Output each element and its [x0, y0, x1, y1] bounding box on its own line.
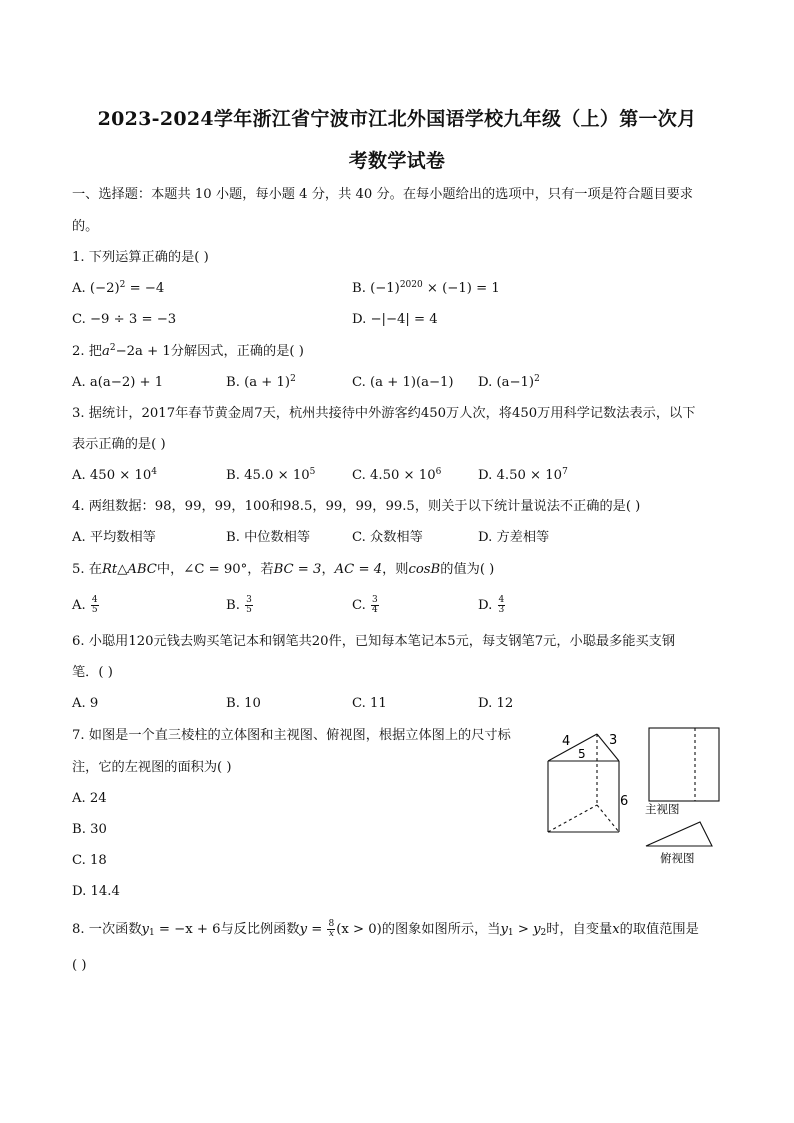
exam-title-line1: 2023-2024学年浙江省宁波市江北外国语学校九年级（上）第一次月	[97, 108, 697, 130]
q2-option-d	[478, 374, 540, 392]
q3-a-exp: 4	[151, 467, 158, 477]
q1-b-text: B. (−1)	[352, 281, 400, 296]
q8-frac-den: x	[328, 929, 334, 939]
q5-option-c	[352, 596, 380, 615]
section-instructions-line1: 一、选择题：本题共 10 小题，每小题 4 分，共 40 分。在每小题给出的选项中，只有一项是符合题目要求	[72, 187, 693, 202]
q8-stem-pre: 8. 一次函数	[72, 922, 142, 937]
q8-y1: y	[141, 922, 149, 937]
q7-stem-line1: 7. 如图是一个直三棱柱的立体图和主视图、俯视图，根据立体图上的尺寸标	[72, 728, 511, 743]
q2-stem-post: 分解因式，正确的是( )	[170, 344, 304, 359]
q4-option-b: B. 中位数相等	[226, 530, 311, 545]
q5-a-den: 5	[91, 605, 98, 615]
q3-b-text: B. 45.0 × 10	[226, 468, 310, 483]
q4-option-a: A. 平均数相等	[72, 530, 156, 545]
q5-a-fraction	[91, 596, 99, 615]
exam-title-line2: 考数学试卷	[348, 150, 446, 172]
q5-a-num: 4	[91, 595, 98, 605]
q3-d-exp: 7	[562, 467, 568, 477]
q2-stem	[72, 343, 304, 361]
q5-angle: ∠C = 90°	[183, 562, 248, 577]
q8-cmp-op: > y	[513, 922, 541, 937]
q5-d-num: 4	[498, 595, 505, 605]
q8-stem-mid3: 时，自变量	[546, 922, 613, 937]
q2-stem-pre: 2. 把	[72, 344, 102, 359]
q2-d-text: D. (a−1)	[478, 375, 535, 390]
q6-option-b: B. 10	[226, 696, 261, 711]
q3-option-c	[352, 467, 441, 485]
q5-stem-mid2: ，若	[247, 562, 274, 577]
q7-option-c: C. 18	[72, 853, 107, 868]
q3-stem-line2: 表示正确的是( )	[72, 437, 166, 452]
q5-b-num: 3	[246, 595, 252, 605]
q2-stem-var: a	[101, 344, 110, 359]
q5-cosb: cosB	[408, 562, 441, 577]
top-view-label: 俯视图	[660, 851, 695, 865]
q4-option-d: D. 方差相等	[478, 530, 550, 545]
q6-stem-line1: 6. 小聪用120元钱去购买笔记本和钢笔共20件，已知每本笔记本5元，每支钢笔7元，小聪最多能买支钢	[72, 634, 676, 649]
q8-stem-line2: ( )	[72, 958, 87, 973]
q1-a-tail: = −4	[125, 281, 165, 296]
q2-b-text: B. (a + 1)	[226, 375, 291, 390]
q8-stem-line1	[72, 920, 699, 939]
q5-stem-mid4: ，则	[382, 562, 409, 577]
q2-b-exp: 2	[290, 374, 296, 384]
q5-c-den: 4	[372, 605, 378, 615]
q2-stem-expr: −2a + 1	[115, 344, 171, 359]
q7-option-b: B. 30	[72, 822, 107, 837]
q4-option-c: C. 众数相等	[352, 530, 423, 545]
q5-b-den: 5	[246, 605, 252, 615]
q5-option-b	[226, 596, 254, 615]
q8-stem-mid1: 与反比例函数	[220, 922, 300, 937]
q8-y: y =	[299, 922, 327, 937]
front-view-label: 主视图	[645, 802, 680, 816]
q1-option-d: D. −|−4| = 4	[352, 312, 438, 327]
q2-option-c: C. (a + 1)(a−1)	[352, 375, 454, 390]
q5-c-fraction	[371, 596, 379, 615]
q1-option-a	[72, 280, 164, 298]
q7-prism-figure	[540, 725, 740, 870]
q3-stem-line1: 3. 据统计，2017年春节黄金周7天，杭州共接待中外游客约450万人次，将450万用科学记数法表示，以下	[72, 406, 696, 421]
q6-option-d: D. 12	[478, 696, 514, 711]
q8-condition: (x > 0)	[336, 922, 382, 937]
q3-a-text: A. 450 × 10	[72, 468, 152, 483]
section-instructions-line2: 的。	[72, 219, 99, 234]
q7-stem-line2: 注，它的左视图的面积为( )	[72, 760, 232, 775]
q1-b-exp: 2020	[399, 280, 423, 290]
q5-d-label: D.	[478, 598, 493, 613]
q8-y1-sub: 1	[148, 928, 155, 938]
front-view-diagram	[649, 728, 719, 801]
q5-d-fraction	[498, 596, 506, 615]
q5-stem-pre: 5. 在	[72, 562, 102, 577]
q8-cmp-b-sub: 2	[540, 928, 547, 938]
q5-stem-mid3: ，	[321, 562, 335, 577]
q2-option-b	[226, 374, 296, 392]
q1-b-tail: × (−1) = 1	[422, 281, 500, 296]
q6-stem-line2: 笔．( )	[72, 665, 113, 680]
q6-option-c: C. 11	[352, 696, 387, 711]
q8-stem-post: 的取值范围是	[619, 922, 699, 937]
q8-stem-mid2: 的图象如图所示，当	[381, 922, 501, 937]
q5-option-d	[478, 596, 506, 615]
q8-fraction	[327, 920, 335, 939]
q3-b-exp: 5	[309, 467, 316, 477]
q3-c-exp: 6	[435, 467, 442, 477]
q4-stem: 4. 两组数据：98，99，99，100和98.5，99，99，99.5，则关于以下统计量说法不正确的是( )	[72, 499, 641, 514]
q3-option-d	[478, 467, 568, 485]
q1-option-c: C. −9 ÷ 3 = −3	[72, 312, 177, 327]
q5-b-fraction	[245, 596, 253, 615]
q5-stem	[72, 561, 494, 579]
prism-label-4: 4	[562, 734, 571, 749]
q5-c-label: C.	[352, 598, 366, 613]
q2-stem-exp: 2	[109, 343, 116, 353]
prism-label-6: 6	[620, 794, 629, 809]
q1-stem: 1. 下列运算正确的是( )	[72, 250, 209, 265]
prism-label-5: 5	[578, 747, 586, 761]
q5-stem-mid1: 中，	[156, 562, 184, 577]
q7-option-d: D. 14.4	[72, 884, 120, 899]
top-view-diagram	[646, 822, 712, 846]
q3-c-text: C. 4.50 × 10	[352, 468, 436, 483]
q5-bc: BC = 3	[273, 562, 322, 577]
q8-x: x	[612, 922, 620, 937]
q5-ac: AC = 4	[334, 562, 383, 577]
q1-option-b	[352, 280, 500, 298]
q5-stem-post: 的值为( )	[440, 562, 495, 577]
q6-option-a: A. 9	[72, 696, 99, 711]
q5-option-a	[72, 596, 100, 615]
q5-b-label: B.	[226, 598, 240, 613]
q8-cmp-a: y	[500, 922, 508, 937]
q5-a-label: A.	[72, 598, 86, 613]
prism-label-3: 3	[609, 733, 618, 748]
q1-a-text: A. (−2)	[72, 281, 120, 296]
q5-d-den: 3	[498, 605, 505, 615]
q3-option-b	[226, 467, 315, 485]
q8-frac-num: 8	[328, 919, 335, 929]
q5-c-num: 3	[372, 595, 378, 605]
q8-cmp-a-sub: 1	[507, 928, 514, 938]
q2-option-a: A. a(a−2) + 1	[72, 375, 164, 390]
q3-option-a	[72, 467, 157, 485]
q2-d-exp: 2	[534, 374, 540, 384]
q7-option-a: A. 24	[72, 791, 107, 806]
q5-triangle: Rt△ABC	[101, 562, 157, 577]
q3-d-text: D. 4.50 × 10	[478, 468, 563, 483]
q1-a-exp: 2	[119, 280, 126, 290]
q8-linear-expr: = −x + 6	[154, 922, 221, 937]
